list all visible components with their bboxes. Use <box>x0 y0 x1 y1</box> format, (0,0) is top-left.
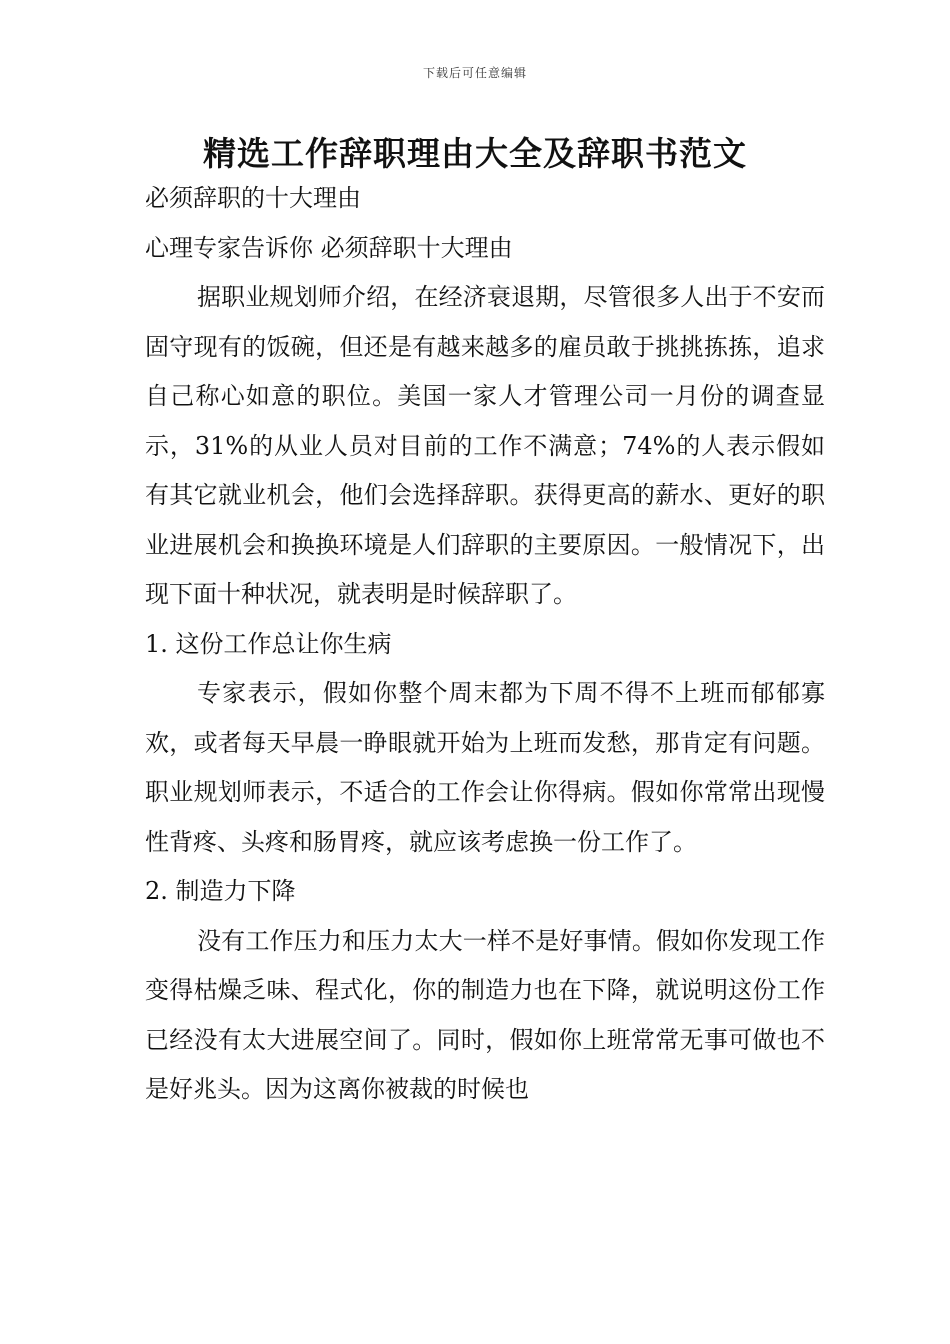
document-title: 精选工作辞职理由大全及辞职书范文 <box>203 134 747 173</box>
subtitle-ten-reasons: 必须辞职的十大理由 <box>145 184 361 212</box>
section-heading-1: 1. 这份工作总让你生病 <box>145 629 392 658</box>
subtitle-expert: 心理专家告诉你 必须辞职十大理由 <box>145 233 513 262</box>
document-body <box>145 174 825 1115</box>
page-header-note: 下载后可任意编辑 <box>422 66 527 80</box>
section-heading-2: 2. 制造力下降 <box>145 877 296 905</box>
intro-paragraph: 据职业规划师介绍，在经济衰退期，尽管很多人出于不安而固守现有的饭碗，但还是有越来越多的雇员敢于挑挑拣拣，追求自己称心如意的职位。美国一家人才管理公司一月份的调查显示，31%的从业人员对目前的工作不满意；74%的人表示假如有其它就业机会，他们会选择辞职。获得更高的薪水、更好的职业进展机会和换换环境是人们辞职的主要原因。一般情况下，出现下面十种状况，就表明是时候辞职了。 <box>145 283 825 608</box>
section-paragraph-2: 没有工作压力和压力太大一样不是好事情。假如你发现工作变得枯燥乏味、程式化，你的制造力也在下降，就说明这份工作已经没有太大进展空间了。同时，假如你上班常常无事可做也不是好兆头。因为这离你被裁的时候也 <box>145 926 825 1103</box>
section-paragraph-1: 专家表示，假如你整个周末都为下周不得不上班而郁郁寡欢，或者每天早晨一睁眼就开始为上班而发愁，那肯定有问题。职业规划师表示，不适合的工作会让你得病。假如你常常出现慢性背疼、头疼和肠胃疼，就应该考虑换一份工作了。 <box>145 679 825 856</box>
